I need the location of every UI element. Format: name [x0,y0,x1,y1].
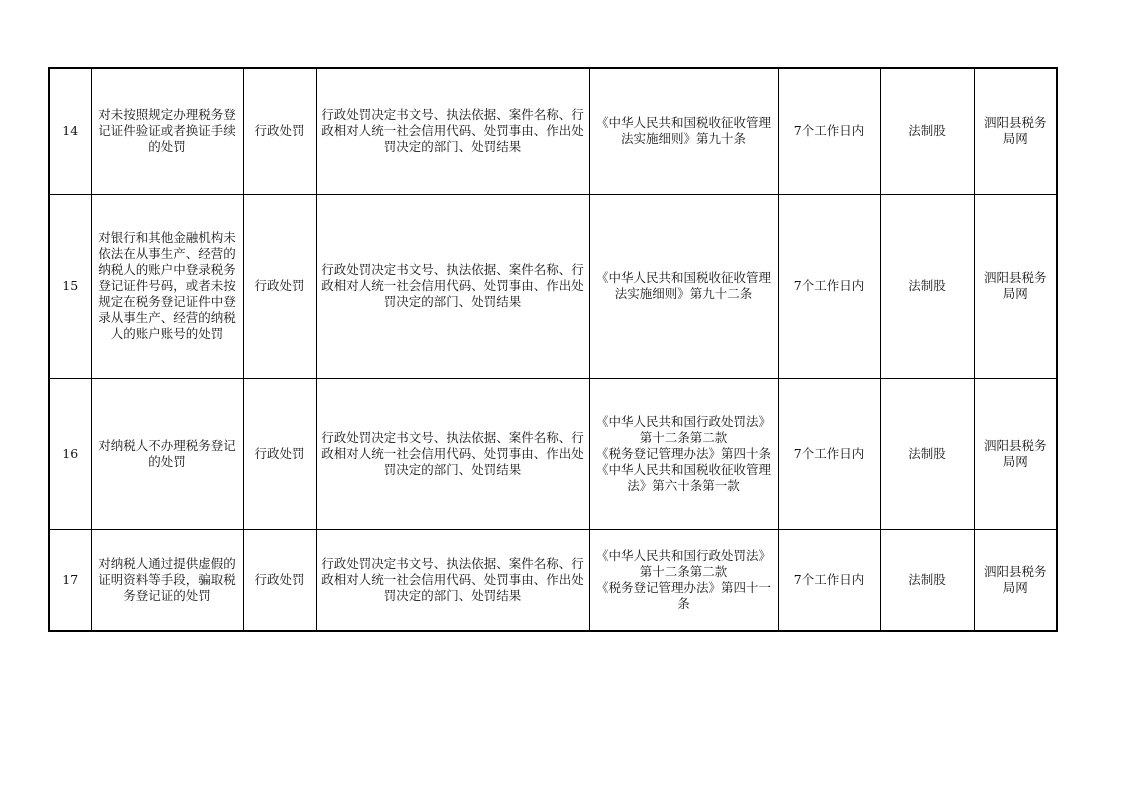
table-row [49,378,1057,529]
disclosure-channel: 泗阳县税务局网 [974,68,1057,194]
penalty-type: 行政处罚 [243,194,316,378]
row-number: 14 [49,68,91,194]
penalty-item: 对纳税人不办理税务登记的处罚 [91,378,243,529]
responsible-dept: 法制股 [880,529,974,631]
row-number: 16 [49,378,91,529]
time-limit: 7个工作日内 [778,529,880,631]
table-row [49,529,1057,631]
disclosure-channel: 泗阳县税务局网 [974,529,1057,631]
penalty-item: 对未按照规定办理税务登记证件验证或者换证手续的处罚 [91,68,243,194]
penalty-type: 行政处罚 [243,378,316,529]
penalty-item: 对银行和其他金融机构未依法在从事生产、经营的纳税人的账户中登录税务登记证件号码，或者未按规定在税务登记证件中登录从事生产、经营的纳税人的账户账号的处罚 [91,194,243,378]
responsible-dept: 法制股 [880,68,974,194]
penalty-type: 行政处罚 [243,68,316,194]
legal-basis: 《中华人民共和国行政处罚法》第十二条第二款 《税务登记管理办法》第四十条 《中华人民共和国税收征收管理法》第六十条第一款 [589,378,778,529]
disclosure-content: 行政处罚决定书文号、执法依据、案件名称、行政相对人统一社会信用代码、处罚事由、作出处罚决定的部门、处罚结果 [316,529,589,631]
legal-basis: 《中华人民共和国税收征收管理法实施细则》第九十二条 [589,194,778,378]
time-limit: 7个工作日内 [778,194,880,378]
responsible-dept: 法制股 [880,378,974,529]
responsible-dept: 法制股 [880,194,974,378]
disclosure-content: 行政处罚决定书文号、执法依据、案件名称、行政相对人统一社会信用代码、处罚事由、作出处罚决定的部门、处罚结果 [316,194,589,378]
table-row [49,194,1057,378]
disclosure-channel: 泗阳县税务局网 [974,378,1057,529]
penalty-item: 对纳税人通过提供虚假的证明资料等手段，骗取税务登记证的处罚 [91,529,243,631]
time-limit: 7个工作日内 [778,378,880,529]
legal-basis: 《中华人民共和国行政处罚法》第十二条第二款 《税务登记管理办法》第四十一条 [589,529,778,631]
row-number: 17 [49,529,91,631]
table-row [49,68,1057,194]
row-number: 15 [49,194,91,378]
disclosure-content: 行政处罚决定书文号、执法依据、案件名称、行政相对人统一社会信用代码、处罚事由、作出处罚决定的部门、处罚结果 [316,68,589,194]
disclosure-channel: 泗阳县税务局网 [974,194,1057,378]
disclosure-content: 行政处罚决定书文号、执法依据、案件名称、行政相对人统一社会信用代码、处罚事由、作出处罚决定的部门、处罚结果 [316,378,589,529]
penalty-type: 行政处罚 [243,529,316,631]
disclosure-table [48,67,1058,632]
time-limit: 7个工作日内 [778,68,880,194]
legal-basis: 《中华人民共和国税收征收管理法实施细则》第九十条 [589,68,778,194]
